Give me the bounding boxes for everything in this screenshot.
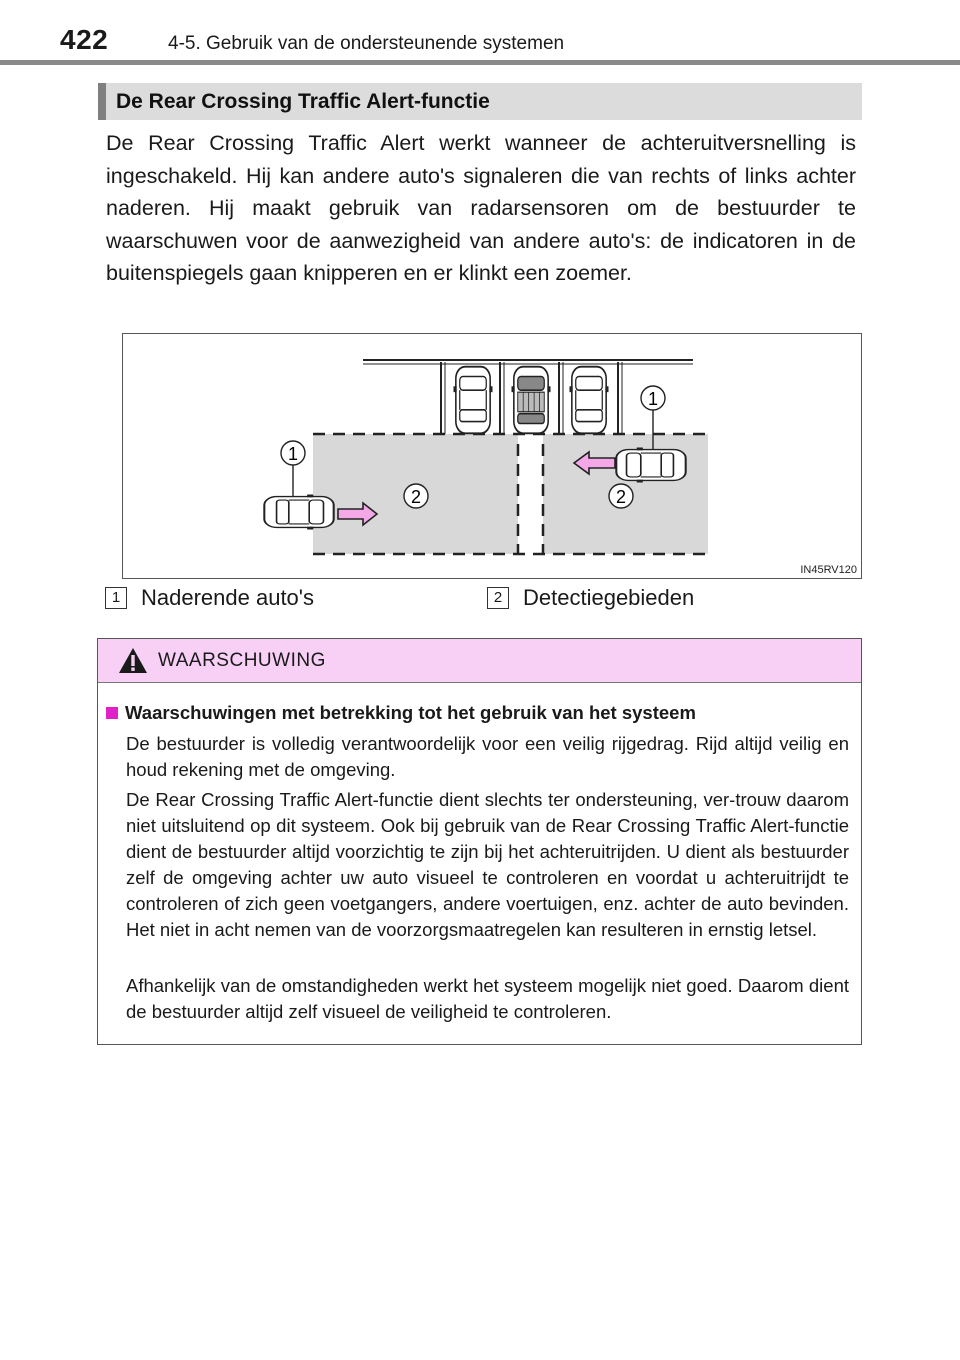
warning-subheading-text: Waarschuwingen met betrekking tot het gebruik van het systeem [125,702,696,723]
section-title-bar [98,83,862,120]
approaching-car-right [616,448,685,483]
warning-subheading [106,702,696,724]
parked-car [570,367,609,434]
figure-code: IN45RV120 [800,564,857,576]
warning-paragraph-2: De Rear Crossing Traffic Alert-functie dient slechts ter ondersteuning, ver-trouw daarom niet uitsluitend op dit systeem. Ook bij gebruik van de Rear Crossing Traffic Alert-functie dient de bestuurder altijd voorzichtig te zijn bij het achteruitrijden. U dient als bestuurder zelf de omgeving achter uw auto visueel te controleren en voordat u achteruitrijdt te controleren of zich geen voetgangers, andere voertuigen, enz. achter de auto bevinden. Het niet in acht nemen van de voorzorgsmaatregelen kan resulteren in ernstig letsel. [126,789,849,940]
warning-triangle-icon [118,647,148,679]
warning-title: WAARSCHUWING [158,650,326,671]
page-number: 422 [60,24,109,55]
parked-car [454,367,493,434]
legend-number: 2 [487,587,509,609]
section-title: De Rear Crossing Traffic Alert-functie [116,90,490,113]
own-car [512,367,551,434]
legend-label: Naderende auto's [141,585,314,610]
warning-paragraph-1: De bestuurder is volledig verantwoordelijk voor een veilig rijgedrag. Rijd altijd veilig en houd rekening met de omgeving. [126,733,849,780]
rcta-diagram [122,333,862,579]
legend-number: 1 [105,587,127,609]
intro-paragraph: De Rear Crossing Traffic Alert werkt wanneer de achteruitversnelling is ingeschakeld. Hij kan andere auto's signaleren die van rechts of links achter naderen. Hij maakt gebruik van radarsensoren om de bestuurder te waarschuwen voor de aanwezigheid van andere auto's: de indicatoren in de buitenspiegels gaan knipperen en er klinkt een zoemer. [106,131,856,286]
chapter-title: 4-5. Gebruik van de ondersteunende systemen [168,33,565,54]
callout-2-right-text: 2 [615,487,627,507]
page-header [0,0,960,66]
header-divider [0,60,960,65]
warning-header [98,639,861,683]
bullet-square-icon [106,707,118,719]
approaching-car-left [264,495,333,530]
section-bar-accent [98,83,106,120]
callout-1-left-text: 1 [287,444,299,464]
warning-paragraph-3: Afhankelijk van de omstandigheden werkt het systeem mogelijk niet goed. Daarom dient de bestuurder altijd zelf visueel de veiligheid te controleren. [126,975,849,1022]
warning-box [97,638,862,1045]
legend-label: Detectiegebieden [523,585,695,610]
callout-2-left-text: 2 [410,487,422,507]
callout-1-right-text: 1 [647,389,659,409]
rcta-diagram-svg [123,334,863,580]
legend-item-1 [105,585,314,611]
legend-item-2 [487,585,694,611]
